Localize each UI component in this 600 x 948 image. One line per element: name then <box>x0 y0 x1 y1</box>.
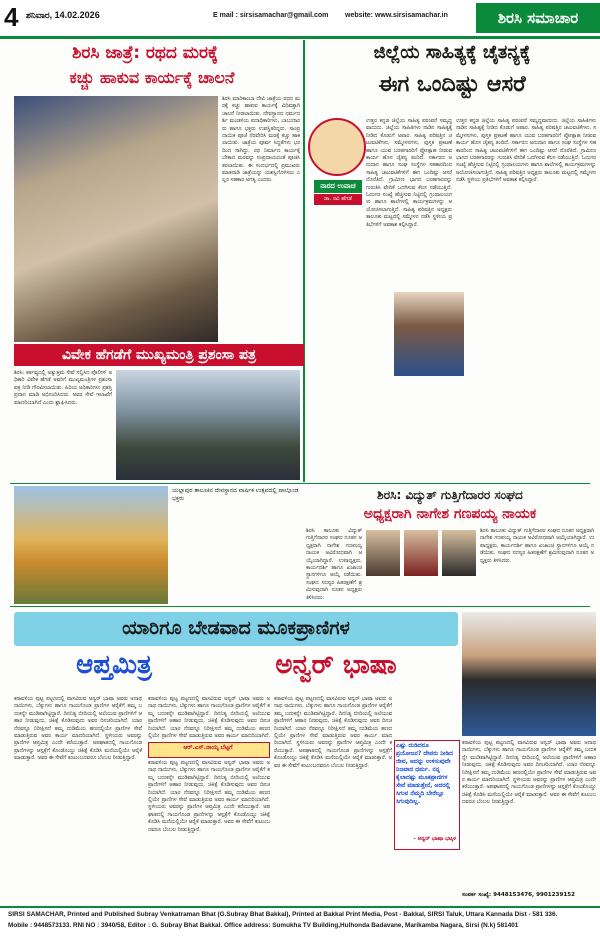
website-line[interactable]: website: www.sirsisamachar.in <box>345 12 448 19</box>
story2-author-photo <box>394 292 464 376</box>
masthead: ಶಿರಸಿ ಸಮಾಚಾರ <box>476 3 600 33</box>
divider <box>10 606 590 607</box>
story5-body: ಕರಾವಳಿಯ ಪುಟ್ಟ ಪಟ್ಟಣದಲ್ಲಿ ವಾಸವಿರುವ ಅನ್ವರ್ ಭಾಷಾ ಅವರು ಅನಾಥ ನಾಯಿಗಳು, ಬೆಕ್ಕುಗಳು ಹಾಗೂ ಗಾಯಗೊಂಡ ಪ್ರಾಣಿಗಳ ಆರೈಕೆಗೆ ತಮ್ಮ ಬದುಕನ್ನೇ ಮುಡಿಪಾಗಿಟ್ಟಿದ್ದಾರೆ. ದಿನನಿತ್ಯ ಬೀದಿಯಲ್ಲಿ ಅಲೆಯುವ ಪ್ರಾಣಿಗಳಿಗೆ ಆಹಾರ ನೀಡುವುದು, ಚಿಕಿತ್ಸೆ ಕೊಡಿಸುವುದು ಅವರ ದಿನಚರಿಯಾಗಿದೆ. ಯಾರ ನೆರವನ್ನೂ ನಿರೀಕ್ಷಿಸದೆ ತಮ್ಮ ದುಡಿಮೆಯ ಹಣದಲ್ಲಿಯೇ ಪ್ರಾಣಿಗಳ ಸೇವೆ ಮಾಡುತ್ತಿರುವ ಅವರ ಕಾರ್ಯ ಮಾದರಿಯಾಗಿದೆ. ಸ್ಥಳೀಯರು ಅವರನ್ನು ಪ್ರಾಣಿಗಳ ಆಪ್ತಮಿತ್ರ ಎಂದೇ ಕರೆಯುತ್ತಾರೆ. ಅಪಘಾತದಲ್ಲಿ ಗಾಯಗೊಂಡ ಪ್ರಾಣಿಗಳನ್ನು ಆಸ್ಪತ್ರೆಗೆ ಕೊಂಡೊಯ್ದು ಚಿಕಿತ್ಸೆ ಕೊಡಿಸಿ ಮನೆಯಲ್ಲಿಯೇ ಆರೈಕೆ ಮಾಡುತ್ತಾರೆ. ಅವರ ಈ ಸೇವೆಗೆ ಕುಟುಂಬದವರೂ ಬೆಂಬಲ ನೀಡುತ್ತಿದ್ದಾರೆ. <box>14 696 142 762</box>
story2-body-cont: ಉತ್ತರ ಕನ್ನಡ ಜಿಲ್ಲೆಯ ಸಾಹಿತ್ಯ ಪರಂಪರೆ ಸಮೃದ್ಧವಾದುದು. ಜಿಲ್ಲೆಯ ಸಾಹಿತಿಗಳು ನಾಡಿನ ಸಾಹಿತ್ಯಕ್ಕೆ ನೀಡಿದ ಕೊಡುಗೆ ಅಪಾರ. ಸಾಹಿತ್ಯ ಪರಿಷತ್ತಿನ ಚಟುವಟಿಕೆಗಳು, ಸಮ್ಮೇಳನಗಳು, ಪುಸ್ತಕ ಪ್ರಕಟಣೆ ಹಾಗೂ ಯುವ ಬರಹಗಾರರಿಗೆ ಪ್ರೋತ್ಸಾಹ ನೀಡುವ ಕಾರ್ಯ ಹೊಸ ಚೈತನ್ಯ ತಂದಿದೆ. ಸರ್ಕಾರದ ಅನುದಾನ ಹಾಗೂ ಸಂಘ ಸಂಸ್ಥೆಗಳ ಸಹಕಾರದಿಂದ ಸಾಹಿತ್ಯ ಚಟುವಟಿಕೆಗಳಿಗೆ ಈಗ ಒಂದಿಷ್ಟು ಆಸರೆ ದೊರೆತಿದೆ. ಗ್ರಾಮೀಣ ಭಾಗದ ಬರಹಗಾರರನ್ನು ಗುರುತಿಸಿ ವೇದಿಕೆ ಒದಗಿಸುವ ಕೆಲಸ ನಡೆಯುತ್ತಿದೆ. ಓದುಗರ ಸಂಖ್ಯೆ ಹೆಚ್ಚಿಸುವ ನಿಟ್ಟಿನಲ್ಲಿ ಗ್ರಂಥಾಲಯಗಳು ಹಾಗೂ ಶಾಲೆಗಳಲ್ಲಿ ಕಾರ್ಯಕ್ರಮಗಳನ್ನು ಆಯೋಜಿಸಲಾಗುತ್ತಿದೆ. ಸಾಹಿತ್ಯ ಪರಿಷತ್ತಿನ ಅಧ್ಯಕ್ಷರು ತಾಲೂಕು ಮಟ್ಟದಲ್ಲಿ ಸಮ್ಮೇಳನ ನಡೆಸಿ ಸ್ಥಳೀಯ ಪ್ರತಿಭೆಗಳಿಗೆ ಅವಕಾಶ ಕಲ್ಪಿಸಿದ್ದಾರೆ. <box>456 118 596 184</box>
story5-headline-part2: ಅನ್ವರ್ ಭಾಷಾ <box>275 650 397 680</box>
temple-caption: ಯಲ್ಲಾಪುರ ತಾಲೂಕಿನ ದೇವಸ್ಥಾನದ ವಾರ್ಷಿಕ ಉತ್ಸವದಲ್ಲಿ ಪಾಲ್ಗೊಂಡ ಭಕ್ತರು <box>172 488 299 502</box>
story4-body-cont: ಶಿರಸಿ ತಾಲೂಕು ವಿದ್ಯುತ್ ಗುತ್ತಿಗೆದಾರರ ಸಂಘದ ನೂತನ ಅಧ್ಯಕ್ಷರಾಗಿ ನಾಗೇಶ ಗಣಪಯ್ಯ ನಾಯಕ ಅವಿರೋಧವಾಗಿ ಆಯ್ಕೆಯಾಗಿದ್ದಾರೆ. ಉಪಾಧ್ಯಕ್ಷರು, ಕಾರ್ಯದರ್ಶಿ ಹಾಗೂ ಖಜಾಂಚಿ ಸ್ಥಾನಗಳಿಗೂ ಆಯ್ಕೆ ನಡೆಯಿತು. ಸಂಘದ ಸದಸ್ಯರ ಹಿತರಕ್ಷಣೆಗೆ ಶ್ರಮಿಸುವುದಾಗಿ ನೂತನ ಅಧ್ಯಕ್ಷರು ತಿಳಿಸಿದರು. <box>480 528 594 564</box>
story5-body-col3: ಕರಾವಳಿಯ ಪುಟ್ಟ ಪಟ್ಟಣದಲ್ಲಿ ವಾಸವಿರುವ ಅನ್ವರ್ ಭಾಷಾ ಅವರು ಅನಾಥ ನಾಯಿಗಳು, ಬೆಕ್ಕುಗಳು ಹಾಗೂ ಗಾಯಗೊಂಡ ಪ್ರಾಣಿಗಳ ಆರೈಕೆಗೆ ತಮ್ಮ ಬದುಕನ್ನೇ ಮುಡಿಪಾಗಿಟ್ಟಿದ್ದಾರೆ. ದಿನನಿತ್ಯ ಬೀದಿಯಲ್ಲಿ ಅಲೆಯುವ ಪ್ರಾಣಿಗಳಿಗೆ ಆಹಾರ ನೀಡುವುದು, ಚಿಕಿತ್ಸೆ ಕೊಡಿಸುವುದು ಅವರ ದಿನಚರಿಯಾಗಿದೆ. ಯಾರ ನೆರವನ್ನೂ ನಿರೀಕ್ಷಿಸದೆ ತಮ್ಮ ದುಡಿಮೆಯ ಹಣದಲ್ಲಿಯೇ ಪ್ರಾಣಿಗಳ ಸೇವೆ ಮಾಡುತ್ತಿರುವ ಅವರ ಕಾರ್ಯ ಮಾದರಿಯಾಗಿದೆ. ಸ್ಥಳೀಯರು ಅವರನ್ನು ಪ್ರಾಣಿಗಳ ಆಪ್ತಮಿತ್ರ ಎಂದೇ ಕರೆಯುತ್ತಾರೆ. ಅಪಘಾತದಲ್ಲಿ ಗಾಯಗೊಂಡ ಪ್ರಾಣಿಗಳನ್ನು ಆಸ್ಪತ್ರೆಗೆ ಕೊಂಡೊಯ್ದು ಚಿಕಿತ್ಸೆ ಕೊಡಿಸಿ ಮನೆಯಲ್ಲಿಯೇ ಆರೈಕೆ ಮಾಡುತ್ತಾರೆ. ಅವರ ಈ ಸೇವೆಗೆ ಕುಟುಂಬದವರೂ ಬೆಂಬಲ ನೀಡುತ್ತಿದ್ದಾರೆ. <box>274 696 392 769</box>
member-photo-3 <box>442 530 476 576</box>
member-photo-2 <box>404 530 438 576</box>
story3-headline: ವಿವೇಕ ಹೆಗಡೆಗೆ ಮುಖ್ಯಮಂತ್ರಿ ಪ್ರಶಂಸಾ ಪತ್ರ <box>61 347 257 363</box>
story3-photo <box>116 370 300 480</box>
footer-line1: SIRSI SAMACHAR, Printed and Published Subray Venkatraman Bhat (G.Subray Bhat Bakkal), Printed at Bakkal Print Media, Post - Bakkal, SIRSI Taluk, Uttara Kannada Dist - 581 336. <box>8 911 558 918</box>
story5-byline: ಆರ್.ಎಸ್.ನಾಯ್ಕ ಬೆಟ್ಟಗೆ <box>183 744 233 751</box>
story5-body-intro: ಕರಾವಳಿಯ ಪುಟ್ಟ ಪಟ್ಟಣದಲ್ಲಿ ವಾಸವಿರುವ ಅನ್ವರ್ ಭಾಷಾ ಅವರು ಅನಾಥ ನಾಯಿಗಳು, ಬೆಕ್ಕುಗಳು ಹಾಗೂ ಗಾಯಗೊಂಡ ಪ್ರಾಣಿಗಳ ಆರೈಕೆಗೆ ತಮ್ಮ ಬದುಕನ್ನೇ ಮುಡಿಪಾಗಿಟ್ಟಿದ್ದಾರೆ. ದಿನನಿತ್ಯ ಬೀದಿಯಲ್ಲಿ ಅಲೆಯುವ ಪ್ರಾಣಿಗಳಿಗೆ ಆಹಾರ ನೀಡುವುದು, ಚಿಕಿತ್ಸೆ ಕೊಡಿಸುವುದು ಅವರ ದಿನಚರಿಯಾಗಿದೆ. ಯಾರ ನೆರವನ್ನೂ ನಿರೀಕ್ಷಿಸದೆ ತಮ್ಮ ದುಡಿಮೆಯ ಹಣದಲ್ಲಿಯೇ ಪ್ರಾಣಿಗಳ ಸೇವೆ ಮಾಡುತ್ತಿರುವ ಅವರ ಕಾರ್ಯ ಮಾದರಿಯಾಗಿದೆ. <box>148 696 270 740</box>
story1-headline-line2: ಕಚ್ಚು ಹಾಕುವ ಕಾರ್ಯಕ್ಕೆ ಚಾಲನೆ <box>69 68 235 87</box>
story3-body: ಶಿರಸಿ: ಕರ್ತವ್ಯದಲ್ಲಿ ಅತ್ಯುತ್ತಮ ಸೇವೆ ಸಲ್ಲಿಸಿದ ಪೊಲೀಸ್ ಅಧಿಕಾರಿ ವಿವೇಕ ಹೆಗಡೆ ಅವರಿಗೆ ಮುಖ್ಯಮಂತ್ರಿಗಳ ಪ್ರಶಂಸಾ ಪತ್ರ ನೀಡಿ ಗೌರವಿಸಲಾಯಿತು. ಹಿರಿಯ ಅಧಿಕಾರಿಗಳು ಪ್ರಶಸ್ತಿ ಪ್ರದಾನ ಮಾಡಿ ಅಭಿನಂದಿಸಿದರು. ಅವರ ಸೇವೆ ಇಲಾಖೆಗೆ ಮಾದರಿಯಾಗಿದೆ ಎಂದು ಶ್ಲಾಘಿಸಿದರು. <box>14 370 112 406</box>
story2-body: ಉತ್ತರ ಕನ್ನಡ ಜಿಲ್ಲೆಯ ಸಾಹಿತ್ಯ ಪರಂಪರೆ ಸಮೃದ್ಧವಾದುದು. ಜಿಲ್ಲೆಯ ಸಾಹಿತಿಗಳು ನಾಡಿನ ಸಾಹಿತ್ಯಕ್ಕೆ ನೀಡಿದ ಕೊಡುಗೆ ಅಪಾರ. ಸಾಹಿತ್ಯ ಪರಿಷತ್ತಿನ ಚಟುವಟಿಕೆಗಳು, ಸಮ್ಮೇಳನಗಳು, ಪುಸ್ತಕ ಪ್ರಕಟಣೆ ಹಾಗೂ ಯುವ ಬರಹಗಾರರಿಗೆ ಪ್ರೋತ್ಸಾಹ ನೀಡುವ ಕಾರ್ಯ ಹೊಸ ಚೈತನ್ಯ ತಂದಿದೆ. ಸರ್ಕಾರದ ಅನುದಾನ ಹಾಗೂ ಸಂಘ ಸಂಸ್ಥೆಗಳ ಸಹಕಾರದಿಂದ ಸಾಹಿತ್ಯ ಚಟುವಟಿಕೆಗಳಿಗೆ ಈಗ ಒಂದಿಷ್ಟು ಆಸರೆ ದೊರೆತಿದೆ. ಗ್ರಾಮೀಣ ಭಾಗದ ಬರಹಗಾರರನ್ನು ಗುರುತಿಸಿ ವೇದಿಕೆ ಒದಗಿಸುವ ಕೆಲಸ ನಡೆಯುತ್ತಿದೆ. ಓದುಗರ ಸಂಖ್ಯೆ ಹೆಚ್ಚಿಸುವ ನಿಟ್ಟಿನಲ್ಲಿ ಗ್ರಂಥಾಲಯಗಳು ಹಾಗೂ ಶಾಲೆಗಳಲ್ಲಿ ಕಾರ್ಯಕ್ರಮಗಳನ್ನು ಆಯೋಜಿಸಲಾಗುತ್ತಿದೆ. ಸಾಹಿತ್ಯ ಪರಿಷತ್ತಿನ ಅಧ್ಯಕ್ಷರು ತಾಲೂಕು ಮಟ್ಟದಲ್ಲಿ ಸಮ್ಮೇಳನ ನಡೆಸಿ ಸ್ಥಳೀಯ ಪ್ರತಿಭೆಗಳಿಗೆ ಅವಕಾಶ ಕಲ್ಪಿಸಿದ್ದಾರೆ. <box>366 118 452 228</box>
story5-body-cont: ಕರಾವಳಿಯ ಪುಟ್ಟ ಪಟ್ಟಣದಲ್ಲಿ ವಾಸವಿರುವ ಅನ್ವರ್ ಭಾಷಾ ಅವರು ಅನಾಥ ನಾಯಿಗಳು, ಬೆಕ್ಕುಗಳು ಹಾಗೂ ಗಾಯಗೊಂಡ ಪ್ರಾಣಿಗಳ ಆರೈಕೆಗೆ ತಮ್ಮ ಬದುಕನ್ನೇ ಮುಡಿಪಾಗಿಟ್ಟಿದ್ದಾರೆ. ದಿನನಿತ್ಯ ಬೀದಿಯಲ್ಲಿ ಅಲೆಯುವ ಪ್ರಾಣಿಗಳಿಗೆ ಆಹಾರ ನೀಡುವುದು, ಚಿಕಿತ್ಸೆ ಕೊಡಿಸುವುದು ಅವರ ದಿನಚರಿಯಾಗಿದೆ. ಯಾರ ನೆರವನ್ನೂ ನಿರೀಕ್ಷಿಸದೆ ತಮ್ಮ ದುಡಿಮೆಯ ಹಣದಲ್ಲಿಯೇ ಪ್ರಾಣಿಗಳ ಸೇವೆ ಮಾಡುತ್ತಿರುವ ಅವರ ಕಾರ್ಯ ಮಾದರಿಯಾಗಿದೆ. ಸ್ಥಳೀಯರು ಅವರನ್ನು ಪ್ರಾಣಿಗಳ ಆಪ್ತಮಿತ್ರ ಎಂದೇ ಕರೆಯುತ್ತಾರೆ. ಅಪಘಾತದಲ್ಲಿ ಗಾಯಗೊಂಡ ಪ್ರಾಣಿಗಳನ್ನು ಆಸ್ಪತ್ರೆಗೆ ಕೊಂಡೊಯ್ದು ಚಿಕಿತ್ಸೆ ಕೊಡಿಸಿ ಮನೆಯಲ್ಲಿಯೇ ಆರೈಕೆ ಮಾಡುತ್ತಾರೆ. ಅವರ ಈ ಸೇವೆಗೆ ಕುಟುಂಬದವರೂ ಬೆಂಬಲ ನೀಡುತ್ತಿದ್ದಾರೆ. <box>148 760 270 833</box>
divider <box>10 483 590 484</box>
story5-headline-part1: ಆಪ್ತಮಿತ್ರ <box>76 650 152 680</box>
column-divider <box>303 40 305 482</box>
story1-photo <box>14 96 218 342</box>
temple-photo <box>14 486 168 604</box>
story4-headline-line2: ಅಧ್ಯಕ್ಷರಾಗಿ ನಾಗೇಶ ಗಣಪಯ್ಯ ನಾಯಕ <box>363 506 537 522</box>
story5-quote: ಎಷ್ಟು ದುಡಿದರೂ ಪ್ರಯೋಜನ? ದೇವರು ನೀಡಿದ ಜೀವ, ಅದನ್ನು ಉಳಿಸುವುದೇ ನಿಜವಾದ ಧರ್ಮ. ನನ್ನ ಕೈಲಾದಷ್ಟು ಮೂಕಪ್ರಾಣಿಗಳ ಸೇವೆ ಮಾಡುತ್ತೇನೆ, ಅದರಲ್ಲಿ ಸಿಗುವ ನೆಮ್ಮದಿ ಬೇರೆಲ್ಲೂ ಸಿಗುವುದಿಲ್ಲ. <box>396 742 454 805</box>
column-name: ನಾರದ ಉವಾಚ <box>314 180 362 193</box>
member-photo-1 <box>366 530 400 576</box>
story5-body-col5: ಕರಾವಳಿಯ ಪುಟ್ಟ ಪಟ್ಟಣದಲ್ಲಿ ವಾಸವಿರುವ ಅನ್ವರ್ ಭಾಷಾ ಅವರು ಅನಾಥ ನಾಯಿಗಳು, ಬೆಕ್ಕುಗಳು ಹಾಗೂ ಗಾಯಗೊಂಡ ಪ್ರಾಣಿಗಳ ಆರೈಕೆಗೆ ತಮ್ಮ ಬದುಕನ್ನೇ ಮುಡಿಪಾಗಿಟ್ಟಿದ್ದಾರೆ. ದಿನನಿತ್ಯ ಬೀದಿಯಲ್ಲಿ ಅಲೆಯುವ ಪ್ರಾಣಿಗಳಿಗೆ ಆಹಾರ ನೀಡುವುದು, ಚಿಕಿತ್ಸೆ ಕೊಡಿಸುವುದು ಅವರ ದಿನಚರಿಯಾಗಿದೆ. ಯಾರ ನೆರವನ್ನೂ ನಿರೀಕ್ಷಿಸದೆ ತಮ್ಮ ದುಡಿಮೆಯ ಹಣದಲ್ಲಿಯೇ ಪ್ರಾಣಿಗಳ ಸೇವೆ ಮಾಡುತ್ತಿರುವ ಅವರ ಕಾರ್ಯ ಮಾದರಿಯಾಗಿದೆ. ಸ್ಥಳೀಯರು ಅವರನ್ನು ಪ್ರಾಣಿಗಳ ಆಪ್ತಮಿತ್ರ ಎಂದೇ ಕರೆಯುತ್ತಾರೆ. ಅಪಘಾತದಲ್ಲಿ ಗಾಯಗೊಂಡ ಪ್ರಾಣಿಗಳನ್ನು ಆಸ್ಪತ್ರೆಗೆ ಕೊಂಡೊಯ್ದು ಚಿಕಿತ್ಸೆ ಕೊಡಿಸಿ ಮನೆಯಲ್ಲಿಯೇ ಆರೈಕೆ ಮಾಡುತ್ತಾರೆ. ಅವರ ಈ ಸೇವೆಗೆ ಕುಟುಂಬದವರೂ ಬೆಂಬಲ ನೀಡುತ್ತಿದ್ದಾರೆ. <box>462 740 596 806</box>
column-author: ಡಾ. ರವಿ ಹೆಗಡೆ <box>314 194 362 205</box>
page-number: 4 <box>4 2 19 32</box>
story5-headline-line1: ಯಾರಿಗೂ ಬೇಡವಾದ ಮೂಕಪ್ರಾಣಿಗಳ <box>122 617 350 639</box>
story4-body: ಶಿರಸಿ ತಾಲೂಕು ವಿದ್ಯುತ್ ಗುತ್ತಿಗೆದಾರರ ಸಂಘದ ನೂತನ ಅಧ್ಯಕ್ಷರಾಗಿ ನಾಗೇಶ ಗಣಪಯ್ಯ ನಾಯಕ ಅವಿರೋಧವಾಗಿ ಆಯ್ಕೆಯಾಗಿದ್ದಾರೆ. ಉಪಾಧ್ಯಕ್ಷರು, ಕಾರ್ಯದರ್ಶಿ ಹಾಗೂ ಖಜಾಂಚಿ ಸ್ಥಾನಗಳಿಗೂ ಆಯ್ಕೆ ನಡೆಯಿತು. ಸಂಘದ ಸದಸ್ಯರ ಹಿತರಕ್ಷಣೆಗೆ ಶ್ರಮಿಸುವುದಾಗಿ ನೂತನ ಅಧ್ಯಕ್ಷರು ತಿಳಿಸಿದರು. <box>306 528 362 601</box>
email-line[interactable]: E mail : sirsisamachar@gmail.com <box>213 12 329 19</box>
narada-cartoon <box>308 118 366 176</box>
story1-body: ಶಿರಸಿ ಮಾರಿಕಾಂಬಾ ದೇವಿ ಜಾತ್ರೆಯ ರಥದ ಮರಕ್ಕೆ ಕಚ್ಚು ಹಾಕುವ ಕಾರ್ಯಕ್ಕೆ ವಿಧಿವತ್ತಾಗಿ ಚಾಲನೆ ನೀಡಲಾಯಿತು. ದೇವಸ್ಥಾನದ ಧರ್ಮದರ್ಶಿ ಮಂಡಳಿಯ ಪದಾಧಿಕಾರಿಗಳು, ಬಾಬುದಾರರು ಹಾಗೂ ಭಕ್ತರು ಉಪಸ್ಥಿತರಿದ್ದರು. ಸಾಂಪ್ರದಾಯಿಕ ಪೂಜೆ ನೆರವೇರಿಸಿ ಮರಕ್ಕೆ ಕಚ್ಚು ಹಾಕಲಾಯಿತು. ಜಾತ್ರೆಯ ಪೂರ್ವ ಸಿದ್ಧತೆಗಳು ಭರದಿಂದ ಸಾಗಿದ್ದು, ರಥ ನಿರ್ಮಾಣ ಕಾರ್ಯಕ್ಕೆ ಬೇಕಾದ ಮರವನ್ನು ಸಂಪ್ರದಾಯದಂತೆ ಪೂಜಿಸಿ ತರಲಾಯಿತು. ಈ ಸಂದರ್ಭದಲ್ಲಿ ಪ್ರಮುಖರು ಮಾತನಾಡಿ ಜಾತ್ರೆಯನ್ನು ಯಶಸ್ವಿಗೊಳಿಸಲು ಎಲ್ಲರ ಸಹಕಾರ ಅಗತ್ಯ ಎಂದರು. <box>222 96 300 184</box>
footer-line2: Mobile : 9448573133. RNI NO : 3940/58, Editor : G. Subray Bhat Bakkal. Office address: Sumukha TV Building,Hulhonda Badavane, Marikamba Nagara, Sirsi (N.k) 581401 <box>8 922 519 929</box>
story5-contact: ಸಂಪರ್ಕ ಸಂಖ್ಯೆ: 9448153476, 9901239152 <box>462 892 576 898</box>
quote-author: - ಅನ್ವರ್ ಭಾಷಾ ಭಟ್ಕಳ <box>413 836 456 842</box>
story2-headline-line1: ಜಿಲ್ಲೆಯ ಸಾಹಿತ್ಯಕ್ಕೆ ಚೈತನ್ಯಕ್ಕೆ <box>373 42 531 63</box>
date-line: ಶನಿವಾರ, 14.02.2026 <box>26 10 100 20</box>
story4-headline-line1: ಶಿರಸಿ: ವಿದ್ಯುತ್ ಗುತ್ತಿಗೆದಾರರ ಸಂಘದ <box>377 488 523 502</box>
story2-headline-line2: ಈಗ ಒಂದಿಷ್ಟು ಆಸರೆ <box>378 72 526 97</box>
anwar-basha-photo <box>462 612 596 736</box>
story1-headline-line1: ಶಿರಸಿ ಜಾತ್ರೆ: ರಥದ ಮರಕ್ಕೆ <box>72 43 218 63</box>
